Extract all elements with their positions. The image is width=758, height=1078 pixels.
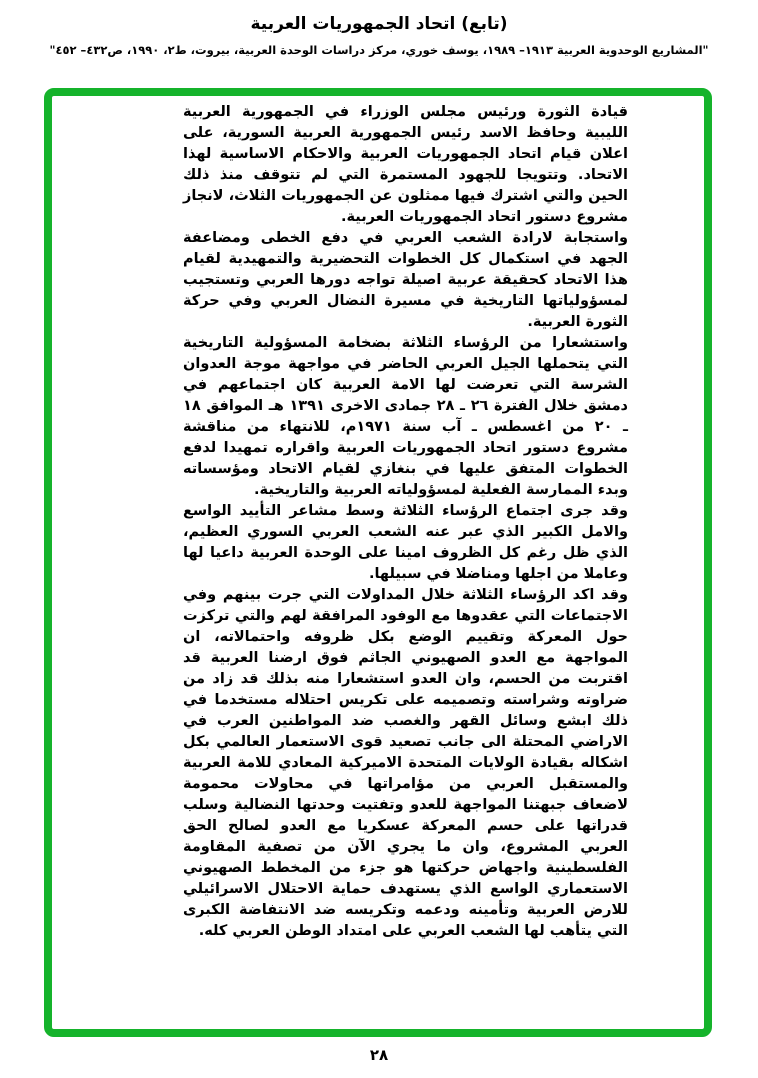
body-paragraph: واستجابة لارادة الشعب العربي في دفع الخطى ومضاعفة الجهد في استكمال كل الخطوات التحضيرية والتمهيدية لقيام هذا الاتحاد كحقيقة عربية اصيلة تواجه دورها العربي وتستجيب لمسؤولياتها التاريخية في مسيرة النضال العربي وفي حركة الثورة العربية. — [183, 230, 628, 330]
body-text-column — [183, 102, 628, 942]
body-paragraph: وقد اكد الرؤساء الثلاثة خلال المداولات التي جرت بينهم وفي الاجتماعات التي عقدوها مع الوفود المرافقة لهم والتي تركزت حول المعركة وتقييم الوضع بكل ظروفه واحتمالاته، ان المواجهة مع العدو الصهيوني الجاثم فوق ارضنا العربية قد اقتربت من الحسم، وان العدو استشعارا منه بذلك قد زاد من ضراوته وشراسته وتصميمه على تكريس احتلاله مستخدما في ذلك ابشع وسائل القهر والغصب ضد المواطنين العرب في الاراضي المحتلة الى جانب تصعيد قوى الاستعمار العالمي بكل اشكاله بقيادة الولايات المتحدة الاميركية المعادي للامة العربية والمستقبل العربي من مؤامراتها في محاولات محمومة لاضعاف جبهتنا المواجهة للعدو وتفتيت وحدتها النضالية وسلب قدراتها على حسم المعركة عسكريا مع العدو لصالح الحق العربي المشروع، وان ما يجري الآن من تصفية المقاومة الفلسطينية واجهاض حركتها هو جزء من المخطط الصهيوني الاستعماري الواسع الذي يستهدف حماية الاحتلال الاسرائيلي للارض العربية وتأمينه ودعمه وتكريسه ضد الانتفاضة الكبرى التي يتأهب لها الشعب العربي على امتداد الوطن العربي كله. — [183, 587, 628, 939]
body-paragraph: قيادة الثورة ورئيس مجلس الوزراء في الجمهورية العربية الليبية وحافظ الاسد رئيس الجمهورية العربية السورية، على اعلان قيام اتحاد الجمهوريات العربية والاحكام الاساسية لهذا الاتحاد. وتتويجا للجهود المستمرة التي لم تتوقف منذ ذلك الحين والتي اشترك فيها ممثلون عن الجمهوريات الثلاث، لانجاز مشروع دستور اتحاد الجمهوريات العربية. — [183, 104, 628, 225]
document-title: (تابع) اتحاد الجمهوريات العربية — [250, 14, 508, 34]
body-paragraph: واستشعارا من الرؤساء الثلاثة بضخامة المسؤولية التاريخية التي يتحملها الجيل العربي الحاضر في مواجهة موجة العدوان الشرسة التي تعرضت لها الامة العربية كان اجتماعهم في دمشق خلال الفترة ٢٦ ـ ٢٨ جمادى الاخرى ١٣٩١ هـ الموافق ١٨ ـ ٢٠ من اغسطس ـ آب سنة ١٩٧١م، للانتهاء من مناقشة مشروع دستور اتحاد الجمهوريات العربية واقراره تمهيدا لدفع الخطوات المتفق عليها في بنغازي لقيام الاتحاد ومؤسساته وبدء الممارسة الفعلية لمسؤولياته العربية والتاريخية. — [183, 335, 628, 498]
body-paragraph: وقد جرى اجتماع الرؤساء الثلاثة وسط مشاعر التأييد الواسع والامل الكبير الذي عبر عنه الشعب العربي السوري العظيم، الذي ظل رغم كل الظروف امينا على الوحدة العربية داعيا لها وعاملا من اجلها ومناضلا في سبيلها. — [183, 503, 628, 582]
page-header — [0, 14, 758, 57]
source-citation: "المشاريع الوحدوية العربية ١٩١٣– ١٩٨٩، يوسف خوري، مركز دراسات الوحدة العربية، بيروت، ط٢، ١٩٩٠، ص٤٣٢– ٤٥٢" — [49, 43, 709, 57]
page-number: ٢٨ — [369, 1046, 389, 1064]
